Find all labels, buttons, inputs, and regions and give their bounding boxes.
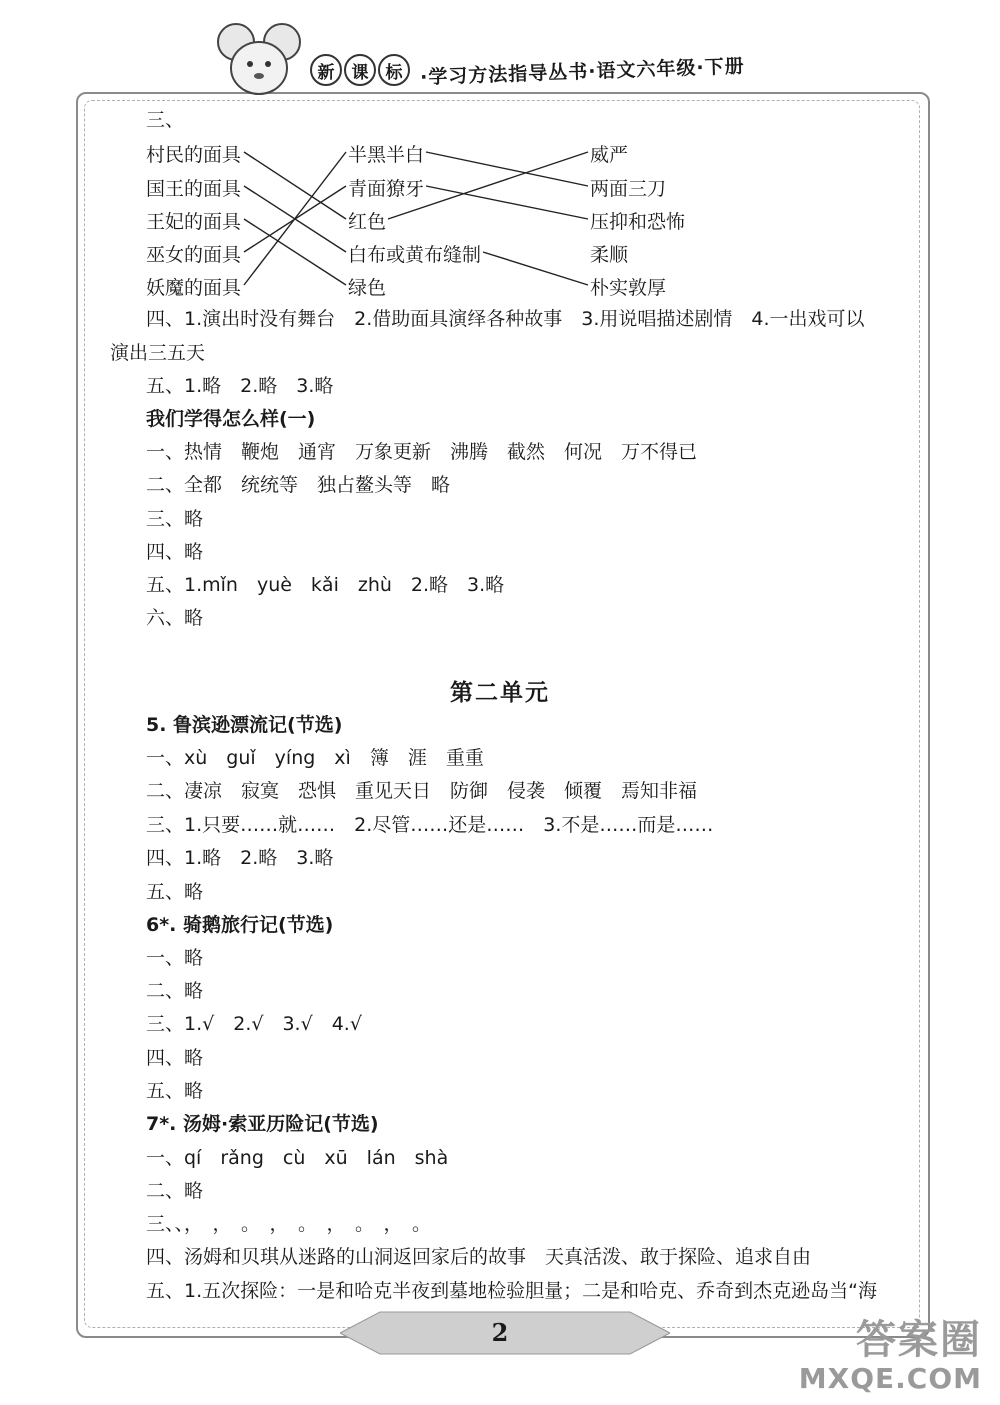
- match-item-left: 巫女的面具: [146, 244, 242, 266]
- answer-line: 四、汤姆和贝琪从迷路的山洞返回家后的故事 天真活泼、敢于探险、追求自由: [146, 1246, 812, 1268]
- match-item-right: 两面三刀: [590, 178, 667, 200]
- watermark-url: MXQE.COM: [798, 1362, 982, 1395]
- lesson-heading: 6*. 骑鹅旅行记(节选): [146, 914, 334, 936]
- section-label: 三、: [146, 109, 185, 131]
- answer-line: 四、略: [146, 541, 204, 563]
- answer-line: 三、略: [146, 508, 204, 530]
- match-item-right: 威严: [590, 144, 629, 166]
- match-item-middle: 青面獠牙: [348, 178, 425, 200]
- answer-line: 三、1.只要……就…… 2.尽管……还是…… 3.不是……而是……: [146, 814, 714, 836]
- answer-line: 四、1.演出时没有舞台 2.借助面具演绎各种故事 3.用说唱描述剧情 4.一出戏可以: [146, 308, 865, 330]
- lesson-heading: 7*. 汤姆·索亚历险记(节选): [146, 1113, 379, 1135]
- answer-line: 五、1.五次探险：一是和哈克半夜到墓地检验胆量；二是和哈克、乔奇到杰克逊岛当“海: [146, 1280, 877, 1302]
- answer-line: 五、略: [146, 881, 204, 903]
- answer-line: 二、略: [146, 1180, 204, 1202]
- answer-line: 一、qí rǎng cù xū lán shà: [146, 1147, 449, 1169]
- answer-line: 一、xù guǐ yíng xì 簿 涯 重重: [146, 747, 484, 769]
- answer-line: 五、略: [146, 1080, 204, 1102]
- match-item-middle: 白布或黄布缝制: [348, 244, 482, 266]
- answer-line: 二、凄凉 寂寞 恐惧 重见天日 防御 侵袭 倾覆 焉知非福: [146, 780, 698, 802]
- header-subtitle: ·学习方法指导丛书·语文六年级·下册: [419, 54, 745, 89]
- match-item-left: 村民的面具: [146, 144, 242, 166]
- answer-line: 三、、， ， 。 ， 。 ， 。 ， 。: [146, 1213, 432, 1235]
- match-item-left: 王妃的面具: [146, 211, 242, 233]
- mouse-mascot-icon: [214, 20, 304, 100]
- answer-line: 五、1.mǐn yuè kǎi zhù 2.略 3.略: [146, 574, 505, 596]
- match-item-middle: 绿色: [348, 277, 387, 299]
- answer-line: 一、略: [146, 947, 204, 969]
- unit-title: 第二单元: [450, 680, 550, 706]
- section-heading: 我们学得怎么样(一): [146, 408, 316, 430]
- match-item-right: 柔顺: [590, 244, 629, 266]
- answer-line: 一、热情 鞭炮 通宵 万象更新 沸腾 截然 何况 万不得已: [146, 441, 698, 463]
- answer-line: 六、略: [146, 607, 204, 629]
- page-number: 2: [491, 1318, 509, 1347]
- match-item-middle: 红色: [348, 211, 387, 233]
- match-item-right: 压抑和恐怖: [590, 211, 686, 233]
- match-item-left: 国王的面具: [146, 178, 242, 200]
- match-item-right: 朴实敦厚: [590, 277, 667, 299]
- answer-line: 四、略: [146, 1047, 204, 1069]
- header-badge: 课: [344, 54, 376, 86]
- answer-line: 二、全都 统统等 独占鳌头等 略: [146, 474, 451, 496]
- watermark-logo: 答案圈: [856, 1317, 982, 1363]
- header-badge: 标: [378, 54, 410, 86]
- answer-line: 五、1.略 2.略 3.略: [146, 375, 334, 397]
- header-badge: 新: [310, 54, 342, 86]
- match-item-left: 妖魔的面具: [146, 277, 242, 299]
- answer-line: 演出三五天: [110, 342, 206, 364]
- match-item-middle: 半黑半白: [348, 144, 425, 166]
- lesson-heading: 5. 鲁滨逊漂流记(节选): [146, 714, 343, 736]
- answer-line: 二、略: [146, 980, 204, 1002]
- answer-line: 三、1.√ 2.√ 3.√ 4.√: [146, 1013, 362, 1035]
- answer-line: 四、1.略 2.略 3.略: [146, 847, 334, 869]
- book-header: [310, 48, 745, 92]
